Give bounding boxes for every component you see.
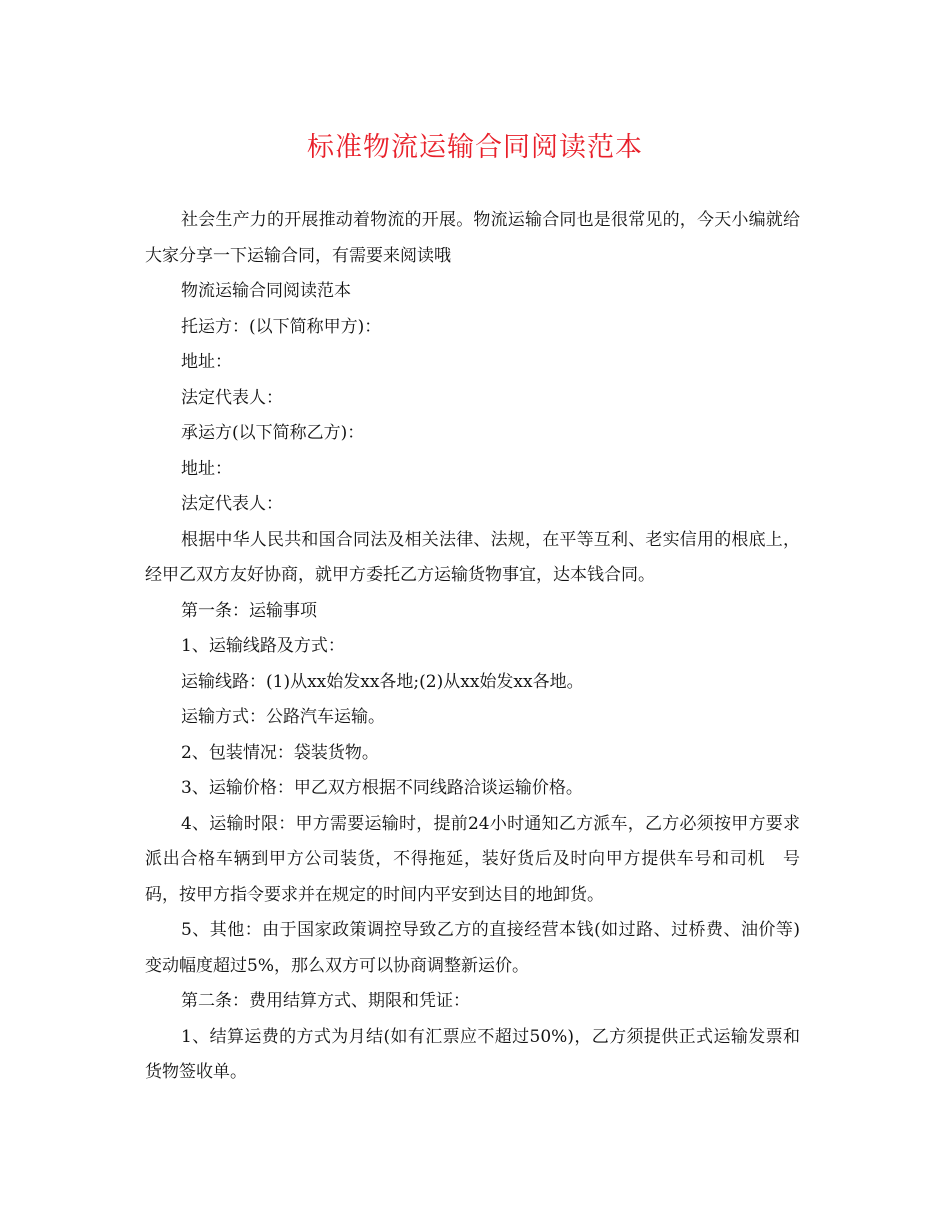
document-title: 标准物流运输合同阅读范本 [307,132,643,163]
paragraph-carrier-address: 地址： [181,458,232,479]
paragraph-carrier-representative: 法定代表人： [181,494,283,514]
paragraph-shipper-representative: 法定代表人： [181,387,283,408]
paragraph-article-2: 第二条：费用结算方式、期限和凭证： [181,991,470,1011]
paragraph-article-1: 第一条：运输事项 [181,600,317,621]
paragraph-item-3: 3、运输价格：甲乙双方根据不同线路洽谈运输价格。 [181,778,583,798]
paragraph-item-5: 5、其他：由于国家政策调控导致乙方的直接经营本钱(如过路、过桥费、油价等)变动幅度超过5%，那么双方可以协商调整新运价。 [145,920,800,976]
paragraph-carrier: 承运方(以下简称乙方)： [181,423,365,443]
document-body [145,203,800,1091]
paragraph-shipper: 托运方：(以下简称甲方)： [181,316,382,337]
paragraph-item-4: 4、运输时限：甲方需要运输时，提前24小时通知乙方派车，乙方必须按甲方要求派出合格车辆到甲方公司装货，不得拖延，装好货后及时向甲方提供车号和司机 号码，按甲方指令要求并在规定的时间内平安到达目的地卸货。 [145,813,800,905]
paragraph-heading: 物流运输合同阅读范本 [181,281,351,301]
paragraph-item-2: 2、包装情况：袋装货物。 [181,742,379,763]
paragraph-item-1: 1、运输线路及方式： [181,636,345,656]
paragraph-settlement: 1、结算运费的方式为月结(如有汇票应不超过50%)，乙方须提供正式运输发票和货物签收单。 [145,1026,800,1082]
paragraph-mode: 运输方式：公路汽车运输。 [181,707,385,727]
paragraph-shipper-address: 地址： [181,352,232,372]
paragraph-route: 运输线路：(1)从xx始发xx各地;(2)从xx始发xx各地。 [181,671,584,692]
paragraph-basis: 根据中华人民共和国合同法及相关法律、法规，在平等互利、老实信用的根底上，经甲乙双方友好协商，就甲方委托乙方运输货物事宜，达本钱合同。 [145,529,800,585]
paragraph-intro: 社会生产力的开展推动着物流的开展。物流运输合同也是很常见的，今天小编就给大家分享一下运输合同，有需要来阅读哦 [145,210,800,266]
